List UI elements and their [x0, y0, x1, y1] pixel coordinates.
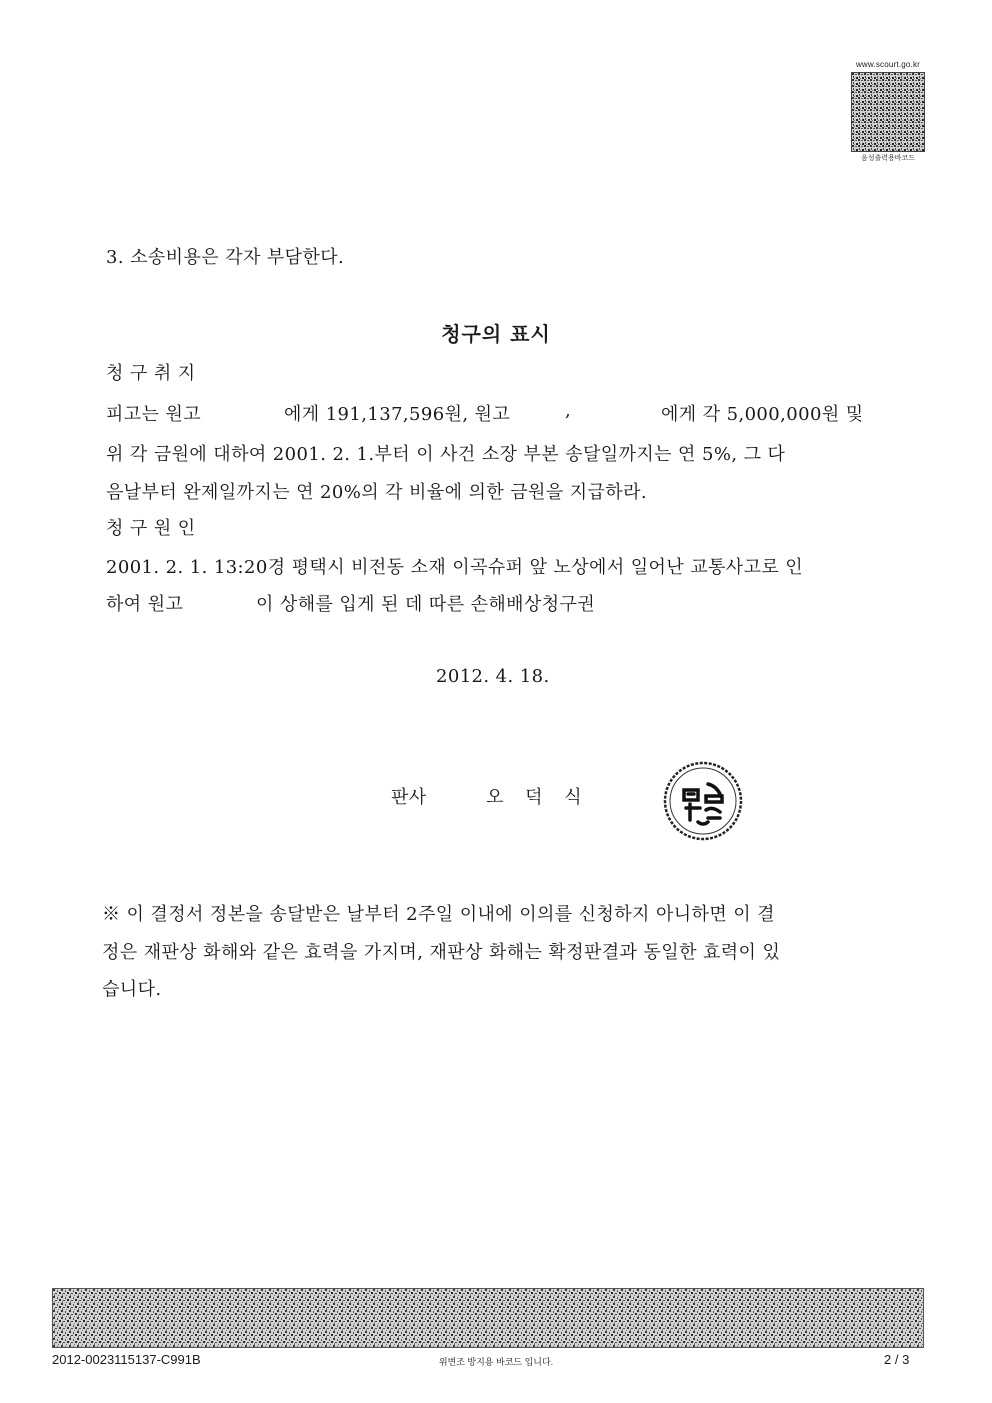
notice-line-2: 정은 재판상 화해와 같은 효력을 가지며, 재판상 화해는 확정판결과 동일한 효력이 있	[102, 942, 781, 963]
notice-line-3: 습니다.	[102, 979, 162, 1000]
barcode-pattern-icon	[53, 1289, 924, 1348]
notice-line-1: ※ 이 결정서 정본을 송달받은 날부터 2주일 이내에 이의를 신청하지 아니하면 이 결	[102, 904, 775, 925]
seal-icon	[662, 760, 744, 842]
line-segment: 에게 191,137,596원, 원고	[284, 404, 511, 425]
line-segment: 피고는 원고	[106, 404, 202, 425]
anti-forgery-barcode	[52, 1288, 924, 1348]
decision-date: 2012. 4. 18.	[436, 666, 550, 687]
line-segment: 하여 원고	[106, 594, 184, 615]
line-segment: 에게 각 5,000,000원 및	[661, 404, 864, 425]
claim-purpose-line-1	[106, 400, 886, 424]
voice-barcode-image	[851, 72, 925, 152]
claim-cause-line-2	[106, 590, 806, 614]
claim-purpose-heading: 청 구 취 지	[106, 363, 196, 384]
claim-purpose-line-2: 위 각 금원에 대하여 2001. 2. 1.부터 이 사건 소장 부본 송달일까지는 연 5%, 그 다	[106, 444, 786, 465]
line-segment: 이 상해를 입게 된 데 따른 손해배상청구권	[256, 594, 596, 615]
court-url: www.scourt.go.kr	[855, 60, 921, 69]
document-title: 청구의 표시	[441, 322, 551, 346]
document-number: 2012-0023115137-C991B	[52, 1352, 201, 1367]
claim-cause-heading: 청 구 원 인	[106, 518, 196, 539]
judge-seal-stamp	[662, 760, 744, 842]
item-3-text: 3. 소송비용은 각자 부담한다.	[106, 247, 345, 268]
judge-title: 판사	[391, 787, 427, 808]
claim-cause-line-1: 2001. 2. 1. 13:20경 평택시 비전동 소재 이곡슈퍼 앞 노상에서 일어난 교통사고로 인	[106, 557, 804, 578]
claim-purpose-line-3: 음날부터 완제일까지는 연 20%의 각 비율에 의한 금원을 지급하라.	[106, 482, 648, 503]
barcode-pattern-icon	[852, 73, 924, 151]
voice-barcode-block	[848, 60, 928, 164]
page-number: 2 / 3	[884, 1352, 910, 1367]
judge-name: 오 덕 식	[486, 787, 590, 808]
line-segment: ,	[565, 400, 572, 421]
barcode-notice: 위변조 방지용 바코드 입니다.	[438, 1357, 554, 1367]
voice-barcode-caption: 음성출력용바코드	[860, 155, 916, 162]
